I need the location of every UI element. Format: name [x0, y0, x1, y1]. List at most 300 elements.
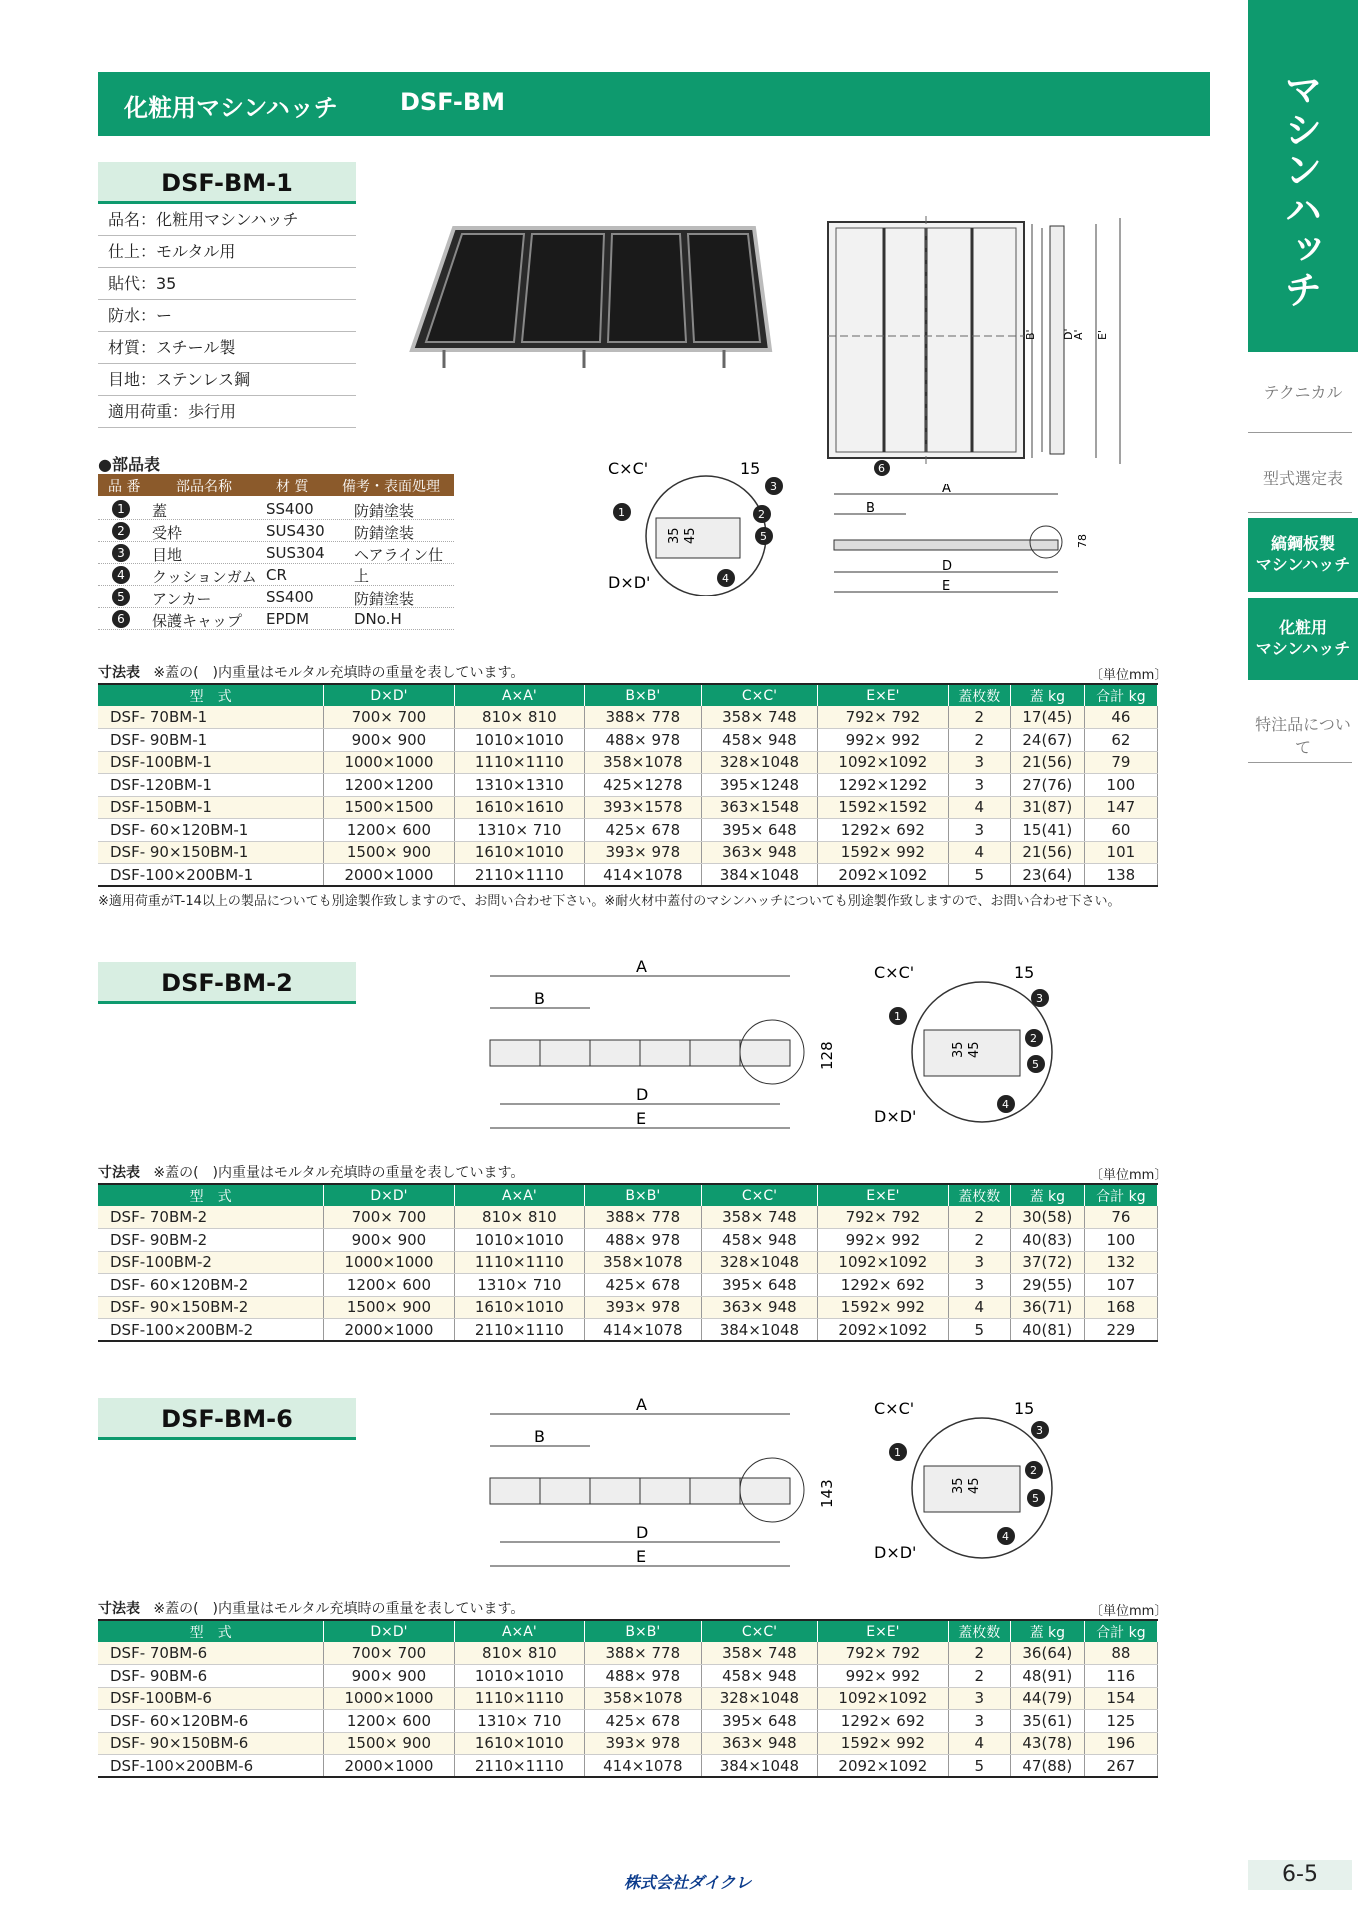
table-cell: 1500× 900 [324, 1732, 454, 1755]
table-row [98, 1229, 1158, 1252]
table-cell: 810× 810 [454, 706, 584, 729]
nav-custom[interactable]: 特注品について [1255, 715, 1351, 757]
dim-b: B [866, 501, 875, 516]
label-cc: C×C' [874, 1399, 915, 1418]
callout-5: 5 [760, 530, 767, 543]
table-row [98, 706, 1158, 729]
table-cell: 2 [948, 1206, 1010, 1229]
callout-4: 4 [722, 572, 729, 585]
table2-unit: 〔単位mm〕 [1090, 1168, 1168, 1183]
table-header-cell: A×A' [454, 1184, 584, 1206]
table-cell: 1592×1592 [818, 796, 948, 819]
table-cell: 1292× 692 [818, 1274, 948, 1297]
table-header-cell: E×E' [818, 684, 948, 706]
table-cell: DSF- 90×150BM-1 [98, 841, 324, 864]
table-cell: 2 [948, 706, 1010, 729]
table-cell: 384×1048 [701, 1755, 818, 1778]
table-cell: 328×1048 [701, 1251, 818, 1274]
dim-d: D [636, 1085, 649, 1104]
dim-dp: D' [1062, 328, 1075, 340]
table-cell: 47(88) [1010, 1755, 1084, 1778]
table-cell: 1110×1110 [454, 1687, 584, 1710]
table-cell: 1500×1500 [324, 796, 454, 819]
table-header-cell: 合計 kg [1084, 1620, 1157, 1642]
company-logo: 株式会社ダイクレ [624, 1873, 752, 1892]
table1-caption: 寸法表 ※蓋の( )内重量はモルタル充填時の重量を表しています。 [98, 665, 525, 681]
table-cell: 488× 978 [585, 1665, 702, 1688]
table-header-cell: B×B' [585, 1620, 702, 1642]
table-cell: DSF-100×200BM-2 [98, 1319, 324, 1342]
dim-b: B [534, 1427, 545, 1446]
table-header-cell: 蓋 kg [1010, 1184, 1084, 1206]
table-cell: 1500× 900 [324, 1296, 454, 1319]
table-cell: 36(71) [1010, 1296, 1084, 1319]
label-35: 35 [667, 527, 682, 544]
table-cell: 700× 700 [324, 1206, 454, 1229]
detail-drawing-bm1 [606, 456, 806, 596]
label-35: 35 [951, 1477, 966, 1494]
table-header-cell: 型 式 [98, 1184, 324, 1206]
table-cell: 101 [1084, 841, 1157, 864]
table-cell: 3 [948, 1687, 1010, 1710]
nav-checker-plate[interactable] [1248, 518, 1358, 592]
table-cell: 388× 778 [585, 1642, 702, 1665]
table-cell: 5 [948, 1755, 1010, 1778]
table-cell: 328×1048 [701, 1687, 818, 1710]
table-cell: DSF-100BM-6 [98, 1687, 324, 1710]
table-row [98, 864, 1158, 887]
table-cell: 1292× 692 [818, 1710, 948, 1733]
table-header-cell: 合計 kg [1084, 1184, 1157, 1206]
table-cell: 62 [1084, 729, 1157, 752]
table-cell: 1292× 692 [818, 819, 948, 842]
table-header-cell: A×A' [454, 1620, 584, 1642]
dim-78: 78 [1076, 534, 1089, 548]
callout-2: 2 [1030, 1032, 1037, 1045]
label-dd: D×D' [874, 1543, 917, 1562]
table-cell: DSF- 60×120BM-6 [98, 1710, 324, 1733]
table-cell: 76 [1084, 1206, 1157, 1229]
table-header-cell: A×A' [454, 684, 584, 706]
label-15: 15 [1014, 963, 1035, 982]
label-15: 15 [740, 459, 761, 478]
table-cell: 458× 948 [701, 729, 818, 752]
dim-a: A [636, 958, 647, 976]
table-cell: 2000×1000 [324, 1755, 454, 1778]
table-row [98, 774, 1158, 797]
table-header-cell: C×C' [701, 1184, 818, 1206]
parts-col-no: 品 番 [108, 479, 141, 495]
table1-unit: 〔単位mm〕 [1090, 668, 1168, 683]
table3-caption: 寸法表 ※蓋の( )内重量はモルタル充填時の重量を表しています。 [98, 1601, 525, 1617]
table-cell: 1610×1610 [454, 796, 584, 819]
callout-3: 3 [1036, 1424, 1043, 1437]
table-cell: 88 [1084, 1642, 1157, 1665]
table-cell: 44(79) [1010, 1687, 1084, 1710]
parts-header [98, 474, 454, 496]
table3-unit: 〔単位mm〕 [1090, 1604, 1168, 1619]
callout-1: 1 [618, 506, 625, 519]
table-cell: 4 [948, 796, 1010, 819]
table-cell: 2 [948, 1665, 1010, 1688]
nav-decorative-line2: マシンハッチ [1255, 639, 1351, 658]
table-cell: 1000×1000 [324, 1687, 454, 1710]
table-cell: 992× 992 [818, 1665, 948, 1688]
page-model: DSF-BM [400, 88, 505, 116]
parts-col-name: 部品名称 [176, 479, 232, 495]
table-cell: 792× 792 [818, 1642, 948, 1665]
table-cell: 1500× 900 [324, 841, 454, 864]
table-header-row [98, 1184, 1158, 1206]
table-cell: 2092×1092 [818, 1319, 948, 1342]
table-cell: 425× 678 [585, 1274, 702, 1297]
table-header-row [98, 684, 1158, 706]
table-cell: 3 [948, 1710, 1010, 1733]
spec-load: 適用荷重：歩行用 [98, 396, 356, 428]
parts-row: 1 蓋 SS400 防錆塗装 [98, 498, 454, 520]
table-cell: 328×1048 [701, 751, 818, 774]
table-cell: 1010×1010 [454, 1665, 584, 1688]
table-cell: 2 [948, 1229, 1010, 1252]
table-cell: 363× 948 [701, 1296, 818, 1319]
dimension-table-bm6 [98, 1619, 1158, 1778]
dim-128: 128 [818, 1041, 836, 1070]
table-cell: 37(72) [1010, 1251, 1084, 1274]
label-45: 45 [683, 527, 698, 544]
nav-model-selection[interactable]: 型式選定表 [1262, 469, 1343, 488]
label-45: 45 [967, 1477, 982, 1494]
detail-drawing-bm6 [870, 1396, 1070, 1566]
table-cell: 1010×1010 [454, 729, 584, 752]
section-view-bm2 [470, 958, 840, 1138]
table-cell: 1000×1000 [324, 1251, 454, 1274]
table-cell: 425×1278 [585, 774, 702, 797]
spec-margin: 貼代：35 [98, 268, 356, 300]
table-cell: 2000×1000 [324, 864, 454, 887]
table-cell: 810× 810 [454, 1206, 584, 1229]
table-cell: DSF- 70BM-2 [98, 1206, 324, 1229]
table-header-cell: 合計 kg [1084, 684, 1157, 706]
dim-ep: E' [1096, 330, 1109, 340]
table-header-cell: 型 式 [98, 1620, 324, 1642]
table-cell: 2 [948, 729, 1010, 752]
plan-view-drawing [820, 214, 1160, 476]
table-cell: 358× 748 [701, 1642, 818, 1665]
table-cell: 4 [948, 1732, 1010, 1755]
table-cell: 3 [948, 1274, 1010, 1297]
table1-note: ※適用荷重がT-14以上の製品についても別途製作致しますので、お問い合わせ下さい。※耐火材中蓋付のマシンハッチについても別途製作致しますので、お問い合わせ下さい。 [98, 894, 1121, 909]
nav-divider [1248, 762, 1352, 763]
table-row [98, 1687, 1158, 1710]
table-cell: 79 [1084, 751, 1157, 774]
table-cell: 414×1078 [585, 1319, 702, 1342]
table-cell: 125 [1084, 1710, 1157, 1733]
table-cell: 31(87) [1010, 796, 1084, 819]
parts-row: 2 受枠 SUS430 防錆塗装 [98, 520, 454, 542]
table-cell: 458× 948 [701, 1229, 818, 1252]
nav-checker-plate-line1: 縞鋼板製 [1270, 534, 1335, 554]
table-cell: 395× 648 [701, 819, 818, 842]
table-cell: 384×1048 [701, 864, 818, 887]
dim-d: D [942, 559, 953, 574]
table-header-cell: 蓋 kg [1010, 1620, 1084, 1642]
callout-5: 5 [1032, 1058, 1039, 1071]
table-cell: DSF- 90×150BM-6 [98, 1732, 324, 1755]
table-cell: 358× 748 [701, 706, 818, 729]
table-cell: 1310× 710 [454, 1710, 584, 1733]
table-cell: 35(61) [1010, 1710, 1084, 1733]
parts-row: 5 アンカー SS400 防錆塗装 [98, 586, 454, 608]
spec-material: 材質：スチール製 [98, 332, 356, 364]
dim-b: B [534, 989, 545, 1008]
table-cell: 1610×1010 [454, 1732, 584, 1755]
callout-5: 5 [1032, 1492, 1039, 1505]
table2-caption: 寸法表 ※蓋の( )内重量はモルタル充填時の重量を表しています。 [98, 1165, 525, 1181]
table-cell: 229 [1084, 1319, 1157, 1342]
callout-1: 1 [894, 1010, 901, 1023]
table-cell: 15(41) [1010, 819, 1084, 842]
detail-drawing-bm2 [870, 960, 1070, 1130]
table-cell: 23(64) [1010, 864, 1084, 887]
table-cell: DSF- 90BM-1 [98, 729, 324, 752]
dim-e: E [942, 579, 951, 594]
parts-title: ●部品表 [98, 455, 160, 474]
callout-3: 3 [770, 480, 777, 493]
table-cell: 3 [948, 774, 1010, 797]
table-cell: 5 [948, 1319, 1010, 1342]
page-number: 6-5 [1248, 1860, 1352, 1890]
table-cell: 992× 992 [818, 1229, 948, 1252]
table-header-cell: 型 式 [98, 684, 324, 706]
table-cell: 900× 900 [324, 1665, 454, 1688]
table-cell: 1310× 710 [454, 819, 584, 842]
table-cell: 358×1078 [585, 1687, 702, 1710]
table-cell: 792× 792 [818, 706, 948, 729]
table-cell: 384×1048 [701, 1319, 818, 1342]
callout-4: 4 [1002, 1098, 1009, 1111]
dim-d: D [636, 1523, 649, 1542]
table-row [98, 1665, 1158, 1688]
label-35: 35 [951, 1041, 966, 1058]
table-header-cell: C×C' [701, 1620, 818, 1642]
table-cell: 17(45) [1010, 706, 1084, 729]
table-cell: DSF- 60×120BM-1 [98, 819, 324, 842]
parts-row: 3 目地 SUS304 ヘアライン仕上 [98, 542, 454, 564]
table-header-cell: B×B' [585, 684, 702, 706]
table-cell: 100 [1084, 1229, 1157, 1252]
parts-col-material: 材 質 [276, 479, 309, 495]
label-45: 45 [967, 1041, 982, 1058]
table-header-cell: B×B' [585, 1184, 702, 1206]
spec-product: 品名：化粧用マシンハッチ [98, 204, 356, 236]
table-cell: 1092×1092 [818, 1251, 948, 1274]
dim-e: E [636, 1547, 647, 1566]
dim-a: A [636, 1396, 647, 1414]
table-row [98, 796, 1158, 819]
table-header-cell: E×E' [818, 1184, 948, 1206]
spec-waterproof: 防水：ー [98, 300, 356, 332]
section-view-bm1 [826, 484, 1106, 604]
side-category-label: マシンハッチ [1278, 70, 1322, 310]
table-cell: 27(76) [1010, 774, 1084, 797]
table-cell: DSF-150BM-1 [98, 796, 324, 819]
dim-e: E [636, 1109, 647, 1128]
table-cell: 1610×1010 [454, 841, 584, 864]
table-cell: DSF- 90×150BM-2 [98, 1296, 324, 1319]
table-header-cell: 蓋枚数 [948, 1184, 1010, 1206]
table-cell: 168 [1084, 1296, 1157, 1319]
table-header-cell: 蓋枚数 [948, 1620, 1010, 1642]
table-cell: 393× 978 [585, 841, 702, 864]
table-cell: DSF- 70BM-1 [98, 706, 324, 729]
nav-decorative[interactable] [1248, 598, 1358, 680]
table-cell: 363× 948 [701, 1732, 818, 1755]
table-cell: 488× 978 [585, 729, 702, 752]
table-cell: 4 [948, 1296, 1010, 1319]
table-cell: DSF- 70BM-6 [98, 1642, 324, 1665]
table-row [98, 1642, 1158, 1665]
table-row [98, 1755, 1158, 1778]
table-cell: 1000×1000 [324, 751, 454, 774]
table-cell: 992× 992 [818, 729, 948, 752]
dimension-table-bm2 [98, 1183, 1158, 1342]
table-cell: 43(78) [1010, 1732, 1084, 1755]
table-cell: 425× 678 [585, 1710, 702, 1733]
table-cell: 1092×1092 [818, 1687, 948, 1710]
table-cell: 1110×1110 [454, 1251, 584, 1274]
table-row [98, 1296, 1158, 1319]
table-cell: 30(58) [1010, 1206, 1084, 1229]
table-cell: 3 [948, 751, 1010, 774]
table-cell: 900× 900 [324, 729, 454, 752]
callout-4: 4 [1002, 1530, 1009, 1543]
table-cell: 414×1078 [585, 864, 702, 887]
table-cell: 2000×1000 [324, 1319, 454, 1342]
table-cell: 2110×1110 [454, 864, 584, 887]
dimension-table-bm1 [98, 683, 1158, 887]
table-cell: 40(83) [1010, 1229, 1084, 1252]
table-cell: 2110×1110 [454, 1755, 584, 1778]
table-cell: DSF- 60×120BM-2 [98, 1274, 324, 1297]
table-row [98, 1206, 1158, 1229]
table-cell: 393×1578 [585, 796, 702, 819]
label-dd: D×D' [608, 573, 651, 592]
table-cell: 5 [948, 864, 1010, 887]
page-title: 化粧用マシンハッチ [124, 94, 338, 122]
table-cell: 810× 810 [454, 1642, 584, 1665]
section-label-bm2: DSF-BM-2 [98, 962, 356, 1004]
table-row [98, 1251, 1158, 1274]
table-header-row [98, 1620, 1158, 1642]
table-cell: 425× 678 [585, 819, 702, 842]
table-cell: 2092×1092 [818, 864, 948, 887]
product-photo [404, 220, 774, 370]
table-cell: 1110×1110 [454, 751, 584, 774]
table-cell: 21(56) [1010, 841, 1084, 864]
table-cell: 1310× 710 [454, 1274, 584, 1297]
callout-2: 2 [758, 508, 765, 521]
table-cell: 3 [948, 1251, 1010, 1274]
label-dd: D×D' [874, 1107, 917, 1126]
nav-technical[interactable]: テクニカル [1263, 383, 1343, 402]
nav-decorative-line1: 化粧用 [1278, 618, 1327, 638]
table-cell: 1200× 600 [324, 1710, 454, 1733]
table-row [98, 751, 1158, 774]
table-cell: 458× 948 [701, 1665, 818, 1688]
table-cell: 1200×1200 [324, 774, 454, 797]
section-view-bm6 [470, 1396, 840, 1576]
table-cell: 1310×1310 [454, 774, 584, 797]
section-label-bm6: DSF-BM-6 [98, 1398, 356, 1440]
table-cell: DSF-100×200BM-1 [98, 864, 324, 887]
table-row [98, 1274, 1158, 1297]
table-cell: 1010×1010 [454, 1229, 584, 1252]
callout-3: 3 [1036, 992, 1043, 1005]
table-cell: 40(81) [1010, 1319, 1084, 1342]
spec-finish: 仕上：モルタル用 [98, 236, 356, 268]
table-header-cell: E×E' [818, 1620, 948, 1642]
table-cell: 46 [1084, 706, 1157, 729]
table-row [98, 1710, 1158, 1733]
table-cell: 48(91) [1010, 1665, 1084, 1688]
nav-checker-plate-line2: マシンハッチ [1255, 555, 1351, 574]
dim-bp: B' [1024, 329, 1037, 340]
parts-col-note: 備考・表面処理 [342, 479, 440, 495]
table-cell: 36(64) [1010, 1642, 1084, 1665]
callout-6: 6 [878, 462, 885, 475]
table-cell: 488× 978 [585, 1229, 702, 1252]
table-row [98, 729, 1158, 752]
table-cell: 1092×1092 [818, 751, 948, 774]
table-cell: DSF-120BM-1 [98, 774, 324, 797]
table-cell: 393× 978 [585, 1296, 702, 1319]
table-header-cell: D×D' [324, 1620, 454, 1642]
dim-143: 143 [818, 1479, 836, 1508]
dim-a: A [942, 484, 951, 496]
table-cell: 196 [1084, 1732, 1157, 1755]
table-cell: DSF- 90BM-2 [98, 1229, 324, 1252]
table-cell: 900× 900 [324, 1229, 454, 1252]
callout-2: 2 [1030, 1464, 1037, 1477]
table-cell: 363×1548 [701, 796, 818, 819]
table-cell: 388× 778 [585, 1206, 702, 1229]
table-row [98, 841, 1158, 864]
table-cell: 1610×1010 [454, 1296, 584, 1319]
table-cell: DSF-100×200BM-6 [98, 1755, 324, 1778]
table-cell: 1200× 600 [324, 1274, 454, 1297]
nav-divider [1248, 432, 1352, 433]
table-cell: 154 [1084, 1687, 1157, 1710]
label-15: 15 [1014, 1399, 1035, 1418]
spec-joint: 目地：ステンレス鋼 [98, 364, 356, 396]
table-cell: DSF-100BM-1 [98, 751, 324, 774]
dim-ap: A' [1072, 329, 1085, 340]
table-cell: 1592× 992 [818, 1296, 948, 1319]
section-label-bm1: DSF-BM-1 [98, 162, 356, 204]
table-cell: 393× 978 [585, 1732, 702, 1755]
table-row [98, 819, 1158, 842]
table-cell: 358×1078 [585, 751, 702, 774]
parts-row: 4 クッションガム CR [98, 564, 454, 586]
table-cell: DSF- 90BM-6 [98, 1665, 324, 1688]
table-cell: 21(56) [1010, 751, 1084, 774]
table-cell: 1292×1292 [818, 774, 948, 797]
table-cell: 1592× 992 [818, 841, 948, 864]
table-cell: 358× 748 [701, 1206, 818, 1229]
table-cell: 2092×1092 [818, 1755, 948, 1778]
table-cell: 29(55) [1010, 1274, 1084, 1297]
table-cell: 132 [1084, 1251, 1157, 1274]
